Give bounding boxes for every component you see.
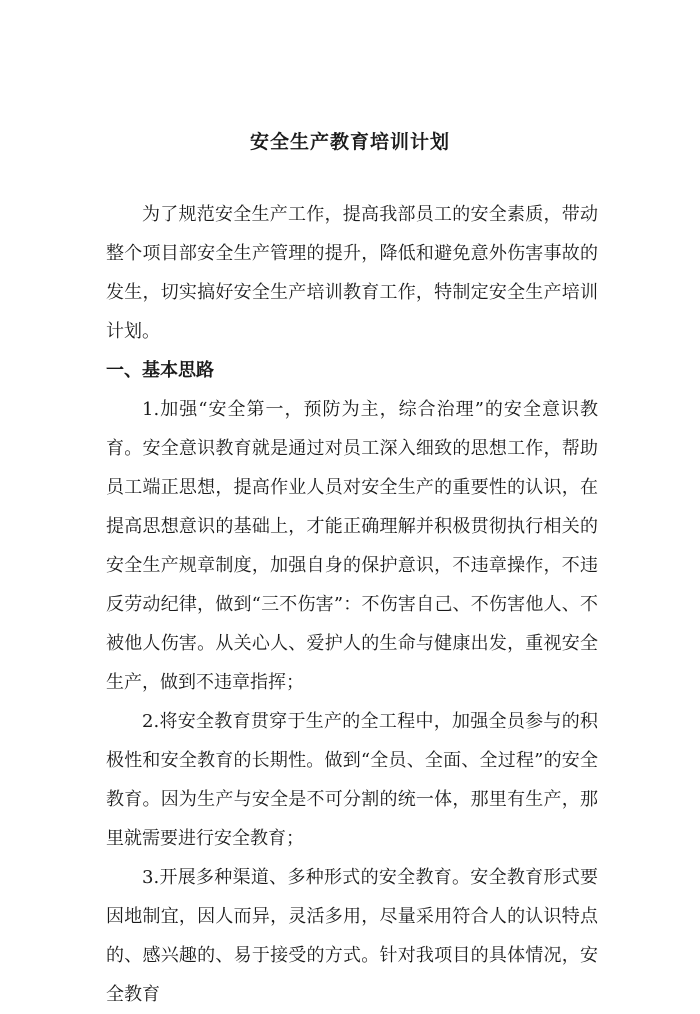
list-item-1: 1.加强“安全第一，预防为主，综合治理”的安全意识教育。安全意识教育就是通过对员工深入细致的思想工作，帮助员工端正思想，提高作业人员对安全生产的重要性的认识，在提高思想意识的基础上，才能正确理解并积极贯彻执行相关的安全生产规章制度，加强自身的保护意识，不违章操作，不违反劳动纪律，做到“三不伤害”：不伤害自己、不伤害他人、不被他人伤害。从关心人、爱护人的生命与健康出发，重视安全生产，做到不违章指挥；: [106, 399, 598, 693]
section-heading-basic-idea: 一、基本思路: [106, 360, 214, 381]
list-item-3: 3.开展多种渠道、多种形式的安全教育。安全教育形式要因地制宜，因人而异，灵活多用，尽量采用符合人的认识特点的、感兴趣的、易于接受的方式。针对我项目的具体情况，安全教育: [106, 867, 598, 1005]
intro-paragraph: 为了规范安全生产工作，提高我部员工的安全素质，带动整个项目部安全生产管理的提升，降低和避免意外伤害事故的发生，切实搞好安全生产培训教育工作，特制定安全生产培训计划。: [106, 204, 598, 342]
document-body: [106, 195, 598, 1014]
document-title: 安全生产教育培训计划: [249, 131, 450, 153]
list-item-2: 2.将安全教育贯穿于生产的全工程中，加强全员参与的积极性和安全教育的长期性。做到“全员、全面、全过程”的安全教育。因为生产与安全是不可分割的统一体，那里有生产，那里就需要进行安全教育；: [106, 711, 598, 849]
